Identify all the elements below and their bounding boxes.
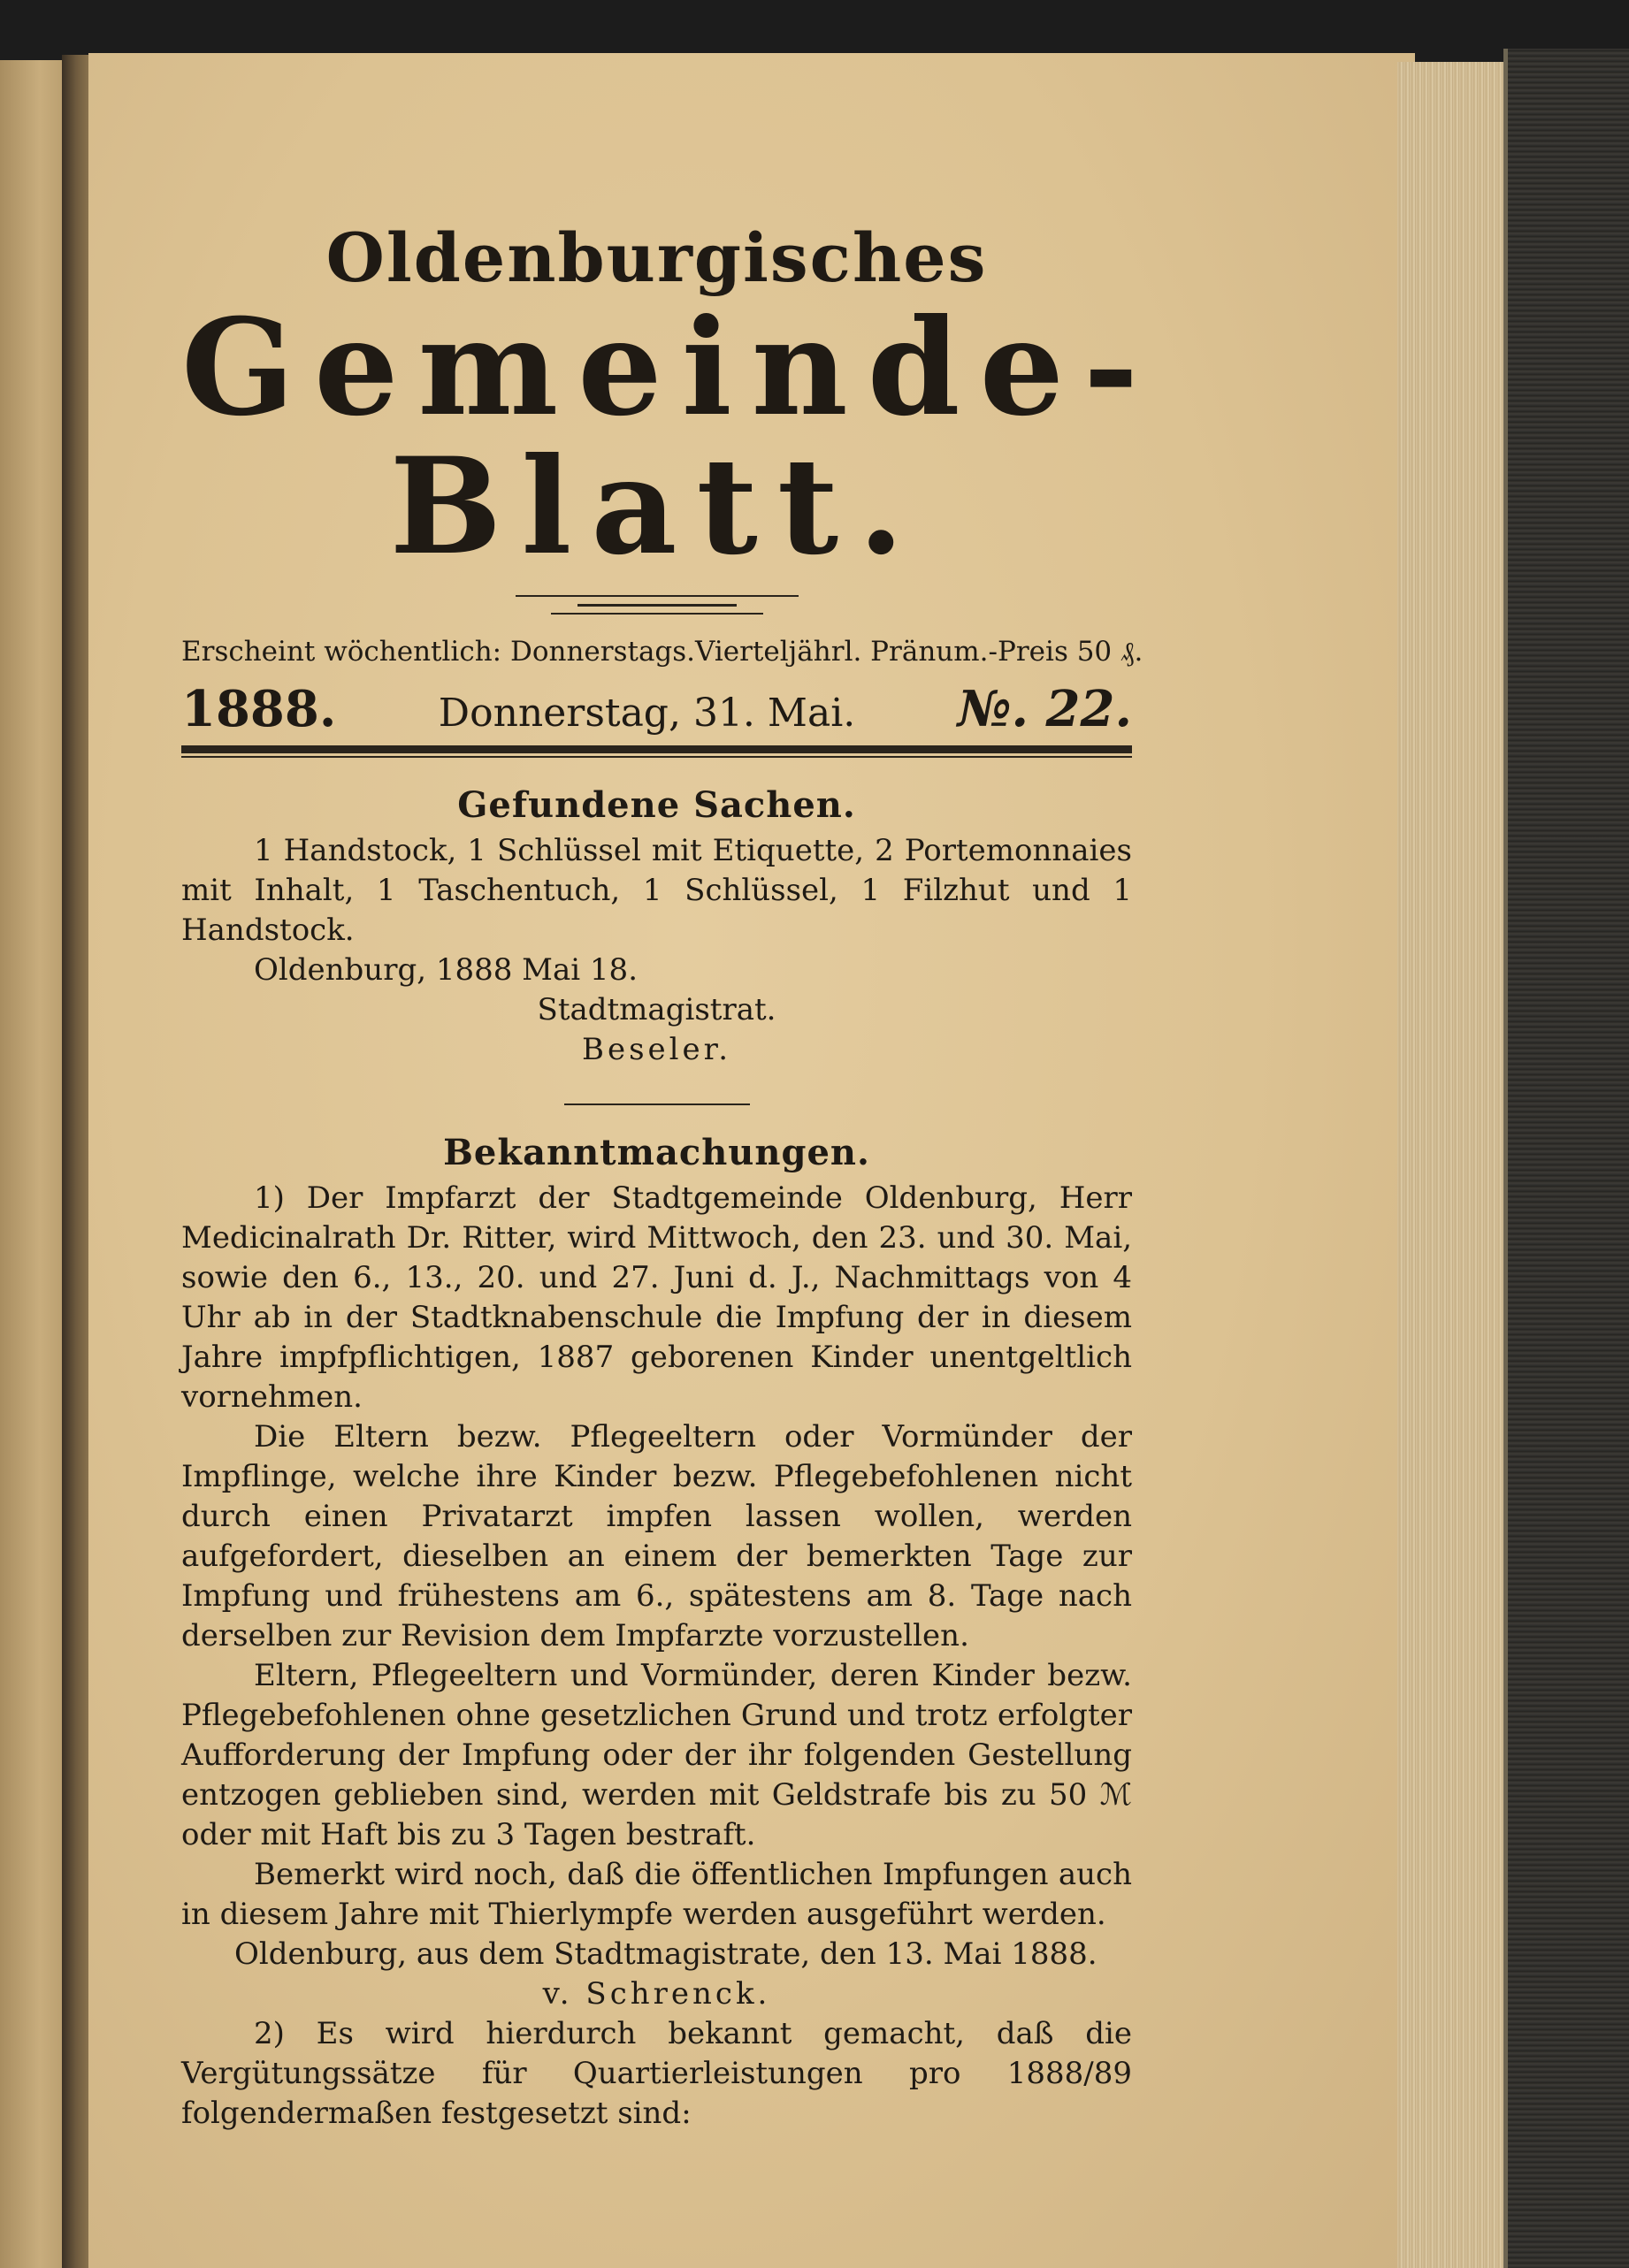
page-edges [1397,62,1512,2268]
header-rule-thin [181,756,1132,758]
page-content [181,218,1159,2134]
header-rule-thick [181,745,1132,753]
section-divider [564,1103,750,1105]
issue-date: Donnerstag, 31. Mai. [438,690,856,736]
announcement-1-place-date: Oldenburg, aus dem Stadtmagistrate, den 13. Mai 1888. [234,1936,1097,1972]
subscription-price: Vierteljährl. Pränum.-Preis 50 ₰. [695,635,1143,668]
masthead-title: Gemeinde-Blatt. [181,289,1159,585]
announcement-1-paragraph-1: 1) Der Impfarzt der Stadtgemeinde Oldenburg, Herr Medicinalrath Dr. Ritter, wird Mittwoch, den 23. und 30. Mai, sowie den 6., 13., 20. und 27. Juni d. J., Nachmittags von 4 Uhr ab in der Stadtknabenschule die Impfung der in diesem Jahre impfpflichtigen, 1887 geborenen Kinder unentgeltlich vornehmen. [181,1180,1132,1415]
found-items-authority: Stadtmagistrat. [537,991,776,1027]
announcement-1-paragraph-3: Eltern, Pflegeeltern und Vormünder, deren Kinder bezw. Pflegebefohlenen ohne gesetzlichen Grund und trotz erfolgter Aufforderung der Impfung oder der ihr folgenden Gestellung entzogen geblieben sind, werden mit Geldstrafe bis zu 50 ℳ oder mit Haft bis zu 3 Tagen bestraft. [181,1657,1132,1852]
found-items-signature: Beseler. [582,1031,731,1067]
ornament-rule [577,604,737,607]
found-items-place-date: Oldenburg, 1888 Mai 18. [254,951,638,988]
subscription-line [181,635,1143,668]
ornament-rule [516,595,799,597]
announcement-1-paragraph-4: Bemerkt wird noch, daß die öffentlichen Impfungen auch in diesem Jahre mit Thierlympfe werden ausgeführt werden. [181,1856,1132,1932]
publication-schedule: Erscheint wöchentlich: Donnerstags. [181,635,696,668]
announcement-1-signature: v. Schrenck. [542,1975,771,2012]
announcements-heading: Bekanntmachungen. [443,1131,870,1173]
title-ornament-rules [181,590,1132,625]
ornament-rule [551,613,763,615]
issue-dateline [181,680,1132,738]
issue-number: №. 22. [957,679,1132,738]
found-items-text: 1 Handstock, 1 Schlüssel mit Etiquette, 2 Portemonnaies mit Inhalt, 1 Taschentuch, 1 Schlüssel, 1 Filzhut und 1 Handstock. [181,832,1132,948]
book-cover [1508,49,1629,2268]
masthead-line1: Oldenburgisches [325,218,988,297]
announcement-1-paragraph-2: Die Eltern bezw. Pflegeeltern oder Vormünder der Impflinge, welche ihre Kinder bezw. Pflegebefohlenen nicht durch einen Privatarzt impfen lassen wollen, werden aufgefordert, dieselben an einem der bemerkten Tage zur Impfung und frühestens am 6., spätestens am 8. Tage nach derselben zur Revision dem Impfarzte vorzustellen. [181,1418,1132,1653]
announcement-2-paragraph: 2) Es wird hierdurch bekannt gemacht, daß die Vergütungssätze für Quartierleistungen pro 1888/89 folgendermaßen festgesetzt sind: [181,2015,1132,2131]
issue-year: 1888. [181,679,337,738]
found-items-heading: Gefundene Sachen. [457,783,856,826]
